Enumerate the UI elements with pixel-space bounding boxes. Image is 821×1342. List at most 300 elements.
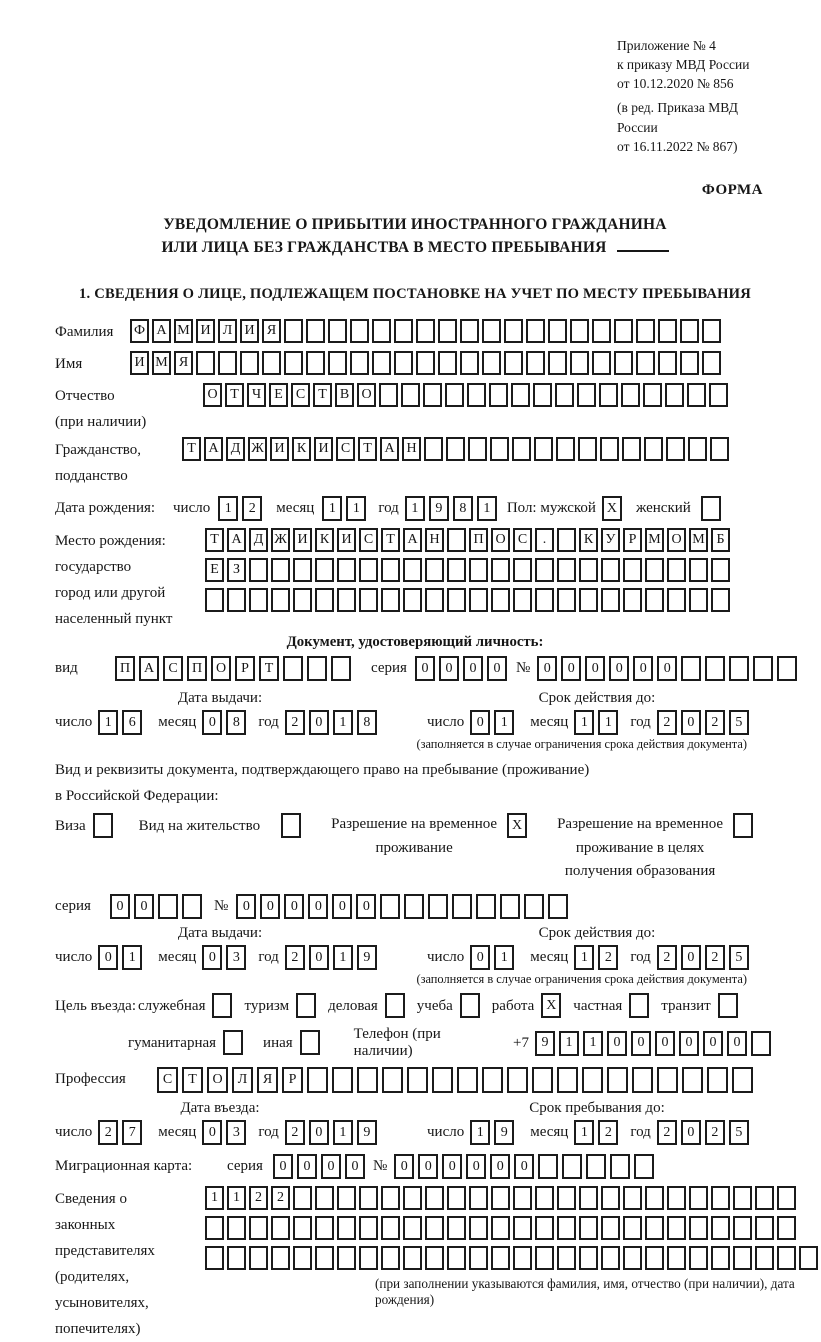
form-cell[interactable]: 0 xyxy=(273,1154,293,1179)
form-cell[interactable]: Т xyxy=(225,383,244,407)
form-cell[interactable] xyxy=(359,1246,378,1270)
form-cell[interactable]: Ф xyxy=(130,319,149,343)
form-cell[interactable] xyxy=(491,1216,510,1240)
form-cell[interactable]: 0 xyxy=(236,894,256,919)
form-cell[interactable]: 2 xyxy=(657,1120,677,1145)
form-cell[interactable] xyxy=(249,588,268,612)
form-cell[interactable] xyxy=(271,1216,290,1240)
form-cell[interactable] xyxy=(535,558,554,582)
form-cell[interactable] xyxy=(623,1186,642,1210)
form-cell[interactable] xyxy=(446,437,465,461)
form-cell[interactable]: 0 xyxy=(537,656,557,681)
form-cell[interactable] xyxy=(629,993,649,1018)
form-cell[interactable] xyxy=(732,1067,753,1093)
form-cell[interactable] xyxy=(689,1246,708,1270)
form-cell[interactable]: Т xyxy=(259,656,279,681)
form-cell[interactable]: 9 xyxy=(535,1031,555,1056)
form-cell[interactable]: И xyxy=(293,528,312,552)
form-cell[interactable] xyxy=(227,1246,246,1270)
form-cell[interactable] xyxy=(632,1067,653,1093)
form-cell[interactable]: 0 xyxy=(609,656,629,681)
form-cell[interactable]: 0 xyxy=(309,710,329,735)
form-cell[interactable] xyxy=(555,383,574,407)
form-cell[interactable]: Р xyxy=(235,656,255,681)
form-cell[interactable] xyxy=(394,351,413,375)
form-cell[interactable]: Е xyxy=(205,558,224,582)
form-cell[interactable] xyxy=(331,656,351,681)
form-cell[interactable]: 9 xyxy=(429,496,449,521)
form-cell[interactable]: 9 xyxy=(494,1120,514,1145)
form-cell[interactable] xyxy=(447,558,466,582)
form-cell[interactable]: С xyxy=(359,528,378,552)
form-cell[interactable] xyxy=(711,1246,730,1270)
form-cell[interactable] xyxy=(645,1246,664,1270)
form-cell[interactable]: О xyxy=(211,656,231,681)
form-cell[interactable]: С xyxy=(157,1067,178,1093)
form-cell[interactable] xyxy=(601,1216,620,1240)
form-cell[interactable]: 0 xyxy=(394,1154,414,1179)
form-cell[interactable]: С xyxy=(513,528,532,552)
form-cell[interactable] xyxy=(535,588,554,612)
form-cell[interactable]: 9 xyxy=(357,945,377,970)
form-cell[interactable]: О xyxy=(357,383,376,407)
form-cell[interactable]: 1 xyxy=(574,710,594,735)
form-cell[interactable] xyxy=(491,1246,510,1270)
form-cell[interactable] xyxy=(212,993,232,1018)
form-cell[interactable] xyxy=(359,1186,378,1210)
form-cell[interactable] xyxy=(337,588,356,612)
form-cell[interactable] xyxy=(711,1216,730,1240)
form-cell[interactable]: 2 xyxy=(705,945,725,970)
form-cell[interactable]: И xyxy=(270,437,289,461)
form-cell[interactable] xyxy=(223,1030,243,1055)
form-cell[interactable] xyxy=(249,1246,268,1270)
form-cell[interactable] xyxy=(293,558,312,582)
form-cell[interactable] xyxy=(403,1246,422,1270)
form-cell[interactable] xyxy=(614,319,633,343)
form-cell[interactable]: Д xyxy=(249,528,268,552)
form-cell[interactable]: Р xyxy=(623,528,642,552)
form-cell[interactable] xyxy=(403,1186,422,1210)
form-cell[interactable]: 1 xyxy=(205,1186,224,1210)
form-cell[interactable] xyxy=(601,558,620,582)
form-cell[interactable]: П xyxy=(187,656,207,681)
form-cell[interactable] xyxy=(557,1216,576,1240)
form-cell[interactable] xyxy=(570,319,589,343)
form-cell[interactable] xyxy=(579,1186,598,1210)
form-cell[interactable]: 0 xyxy=(110,894,130,919)
form-cell[interactable] xyxy=(524,894,544,919)
form-cell[interactable]: 0 xyxy=(308,894,328,919)
form-cell[interactable] xyxy=(733,1246,752,1270)
form-cell[interactable] xyxy=(579,588,598,612)
form-cell[interactable] xyxy=(482,1067,503,1093)
form-cell[interactable] xyxy=(534,437,553,461)
form-cell[interactable] xyxy=(614,351,633,375)
form-cell[interactable] xyxy=(636,319,655,343)
form-cell[interactable]: 0 xyxy=(284,894,304,919)
form-cell[interactable]: 5 xyxy=(729,945,749,970)
form-cell[interactable] xyxy=(380,894,400,919)
form-cell[interactable]: А xyxy=(152,319,171,343)
form-cell[interactable]: 0 xyxy=(561,656,581,681)
form-cell[interactable] xyxy=(666,437,685,461)
form-cell[interactable]: Д xyxy=(226,437,245,461)
form-cell[interactable]: И xyxy=(196,319,215,343)
form-cell[interactable]: 0 xyxy=(297,1154,317,1179)
form-cell[interactable] xyxy=(607,1067,628,1093)
form-cell[interactable] xyxy=(379,383,398,407)
form-cell[interactable]: 3 xyxy=(226,1120,246,1145)
form-cell[interactable] xyxy=(447,528,466,552)
form-cell[interactable] xyxy=(582,1067,603,1093)
form-cell[interactable] xyxy=(307,1067,328,1093)
form-cell[interactable]: 0 xyxy=(681,710,701,735)
form-cell[interactable] xyxy=(557,1186,576,1210)
form-cell[interactable]: Т xyxy=(358,437,377,461)
form-cell[interactable] xyxy=(709,383,728,407)
form-cell[interactable]: 1 xyxy=(227,1186,246,1210)
form-cell[interactable] xyxy=(271,588,290,612)
form-cell[interactable]: 0 xyxy=(260,894,280,919)
form-cell[interactable] xyxy=(680,351,699,375)
form-cell[interactable]: А xyxy=(403,528,422,552)
form-cell[interactable]: 0 xyxy=(470,945,490,970)
form-cell[interactable] xyxy=(601,1186,620,1210)
form-cell[interactable] xyxy=(623,558,642,582)
form-cell[interactable] xyxy=(381,1216,400,1240)
form-cell[interactable]: И xyxy=(314,437,333,461)
form-cell[interactable] xyxy=(751,1031,771,1056)
form-cell[interactable] xyxy=(689,1186,708,1210)
form-cell[interactable] xyxy=(600,437,619,461)
form-cell[interactable] xyxy=(328,319,347,343)
form-cell[interactable] xyxy=(425,1246,444,1270)
form-cell[interactable]: 0 xyxy=(309,1120,329,1145)
form-cell[interactable] xyxy=(249,558,268,582)
form-cell[interactable] xyxy=(407,1067,428,1093)
form-cell[interactable]: С xyxy=(336,437,355,461)
form-cell[interactable] xyxy=(586,1154,606,1179)
form-cell[interactable]: 2 xyxy=(705,1120,725,1145)
form-cell[interactable] xyxy=(467,383,486,407)
form-cell[interactable]: К xyxy=(579,528,598,552)
form-cell[interactable] xyxy=(578,437,597,461)
form-cell[interactable]: Н xyxy=(402,437,421,461)
form-cell[interactable] xyxy=(350,319,369,343)
form-cell[interactable] xyxy=(504,351,523,375)
form-cell[interactable]: 1 xyxy=(122,945,142,970)
form-cell[interactable] xyxy=(579,1246,598,1270)
form-cell[interactable] xyxy=(476,894,496,919)
form-cell[interactable] xyxy=(372,319,391,343)
form-cell[interactable] xyxy=(755,1246,774,1270)
form-cell[interactable] xyxy=(707,1067,728,1093)
form-cell[interactable] xyxy=(423,383,442,407)
form-cell[interactable] xyxy=(337,1246,356,1270)
form-cell[interactable] xyxy=(460,351,479,375)
form-cell[interactable] xyxy=(293,1186,312,1210)
form-cell[interactable] xyxy=(300,1030,320,1055)
form-cell[interactable]: М xyxy=(689,528,708,552)
form-cell[interactable]: Я xyxy=(257,1067,278,1093)
form-cell[interactable] xyxy=(381,558,400,582)
form-cell[interactable]: К xyxy=(292,437,311,461)
form-cell[interactable] xyxy=(403,558,422,582)
form-cell[interactable]: 1 xyxy=(494,710,514,735)
form-cell[interactable]: 2 xyxy=(598,1120,618,1145)
form-cell[interactable] xyxy=(535,1216,554,1240)
form-cell[interactable]: Б xyxy=(711,528,730,552)
form-cell[interactable] xyxy=(445,383,464,407)
form-cell[interactable] xyxy=(645,1216,664,1240)
form-cell[interactable]: 8 xyxy=(226,710,246,735)
form-cell[interactable] xyxy=(548,319,567,343)
form-cell[interactable] xyxy=(512,437,531,461)
form-cell[interactable]: О xyxy=(491,528,510,552)
form-cell[interactable] xyxy=(281,813,301,838)
form-cell[interactable]: 8 xyxy=(453,496,473,521)
form-cell[interactable]: М xyxy=(152,351,171,375)
form-cell[interactable]: 0 xyxy=(514,1154,534,1179)
form-cell[interactable] xyxy=(733,1186,752,1210)
form-cell[interactable]: 0 xyxy=(415,656,435,681)
form-cell[interactable] xyxy=(702,351,721,375)
form-cell[interactable]: 0 xyxy=(633,656,653,681)
form-cell[interactable] xyxy=(689,558,708,582)
form-cell[interactable] xyxy=(404,894,424,919)
form-cell[interactable] xyxy=(702,319,721,343)
form-cell[interactable] xyxy=(337,1216,356,1240)
form-cell[interactable] xyxy=(438,351,457,375)
form-cell[interactable]: Я xyxy=(262,319,281,343)
form-cell[interactable] xyxy=(249,1216,268,1240)
form-cell[interactable]: 1 xyxy=(574,945,594,970)
form-cell[interactable] xyxy=(293,1216,312,1240)
form-cell[interactable] xyxy=(667,558,686,582)
form-cell[interactable] xyxy=(468,437,487,461)
form-cell[interactable]: Н xyxy=(425,528,444,552)
form-cell[interactable] xyxy=(667,1186,686,1210)
form-cell[interactable]: 5 xyxy=(729,710,749,735)
form-cell[interactable] xyxy=(359,588,378,612)
form-cell[interactable]: А xyxy=(139,656,159,681)
form-cell[interactable] xyxy=(538,1154,558,1179)
form-cell[interactable]: 2 xyxy=(249,1186,268,1210)
form-cell[interactable] xyxy=(557,1246,576,1270)
form-cell[interactable]: 0 xyxy=(356,894,376,919)
form-cell[interactable]: С xyxy=(291,383,310,407)
form-cell[interactable]: 1 xyxy=(494,945,514,970)
form-cell[interactable] xyxy=(432,1067,453,1093)
form-cell[interactable] xyxy=(359,558,378,582)
form-cell[interactable] xyxy=(777,1216,796,1240)
form-cell[interactable]: Т xyxy=(381,528,400,552)
form-cell[interactable] xyxy=(601,1246,620,1270)
form-cell[interactable] xyxy=(284,351,303,375)
form-cell[interactable]: Т xyxy=(182,437,201,461)
form-cell[interactable]: О xyxy=(207,1067,228,1093)
form-cell[interactable]: 0 xyxy=(202,710,222,735)
form-cell[interactable] xyxy=(271,558,290,582)
form-cell[interactable] xyxy=(729,656,749,681)
form-cell[interactable]: 0 xyxy=(439,656,459,681)
form-cell[interactable]: 7 xyxy=(122,1120,142,1145)
form-cell[interactable]: 0 xyxy=(607,1031,627,1056)
form-cell[interactable] xyxy=(93,813,113,838)
form-cell[interactable]: Р xyxy=(282,1067,303,1093)
form-cell[interactable] xyxy=(579,1216,598,1240)
form-cell[interactable]: В xyxy=(335,383,354,407)
form-cell[interactable]: 5 xyxy=(729,1120,749,1145)
form-cell[interactable] xyxy=(680,319,699,343)
form-cell[interactable] xyxy=(688,437,707,461)
form-cell[interactable]: 0 xyxy=(490,1154,510,1179)
form-cell[interactable] xyxy=(557,558,576,582)
form-cell[interactable] xyxy=(689,588,708,612)
form-cell[interactable]: X xyxy=(541,993,561,1018)
form-cell[interactable]: 0 xyxy=(418,1154,438,1179)
form-cell[interactable] xyxy=(469,588,488,612)
form-cell[interactable]: 9 xyxy=(357,1120,377,1145)
form-cell[interactable] xyxy=(447,1186,466,1210)
form-cell[interactable] xyxy=(428,894,448,919)
form-cell[interactable] xyxy=(689,1216,708,1240)
form-cell[interactable]: 1 xyxy=(470,1120,490,1145)
form-cell[interactable]: А xyxy=(227,528,246,552)
form-cell[interactable] xyxy=(548,894,568,919)
form-cell[interactable] xyxy=(658,351,677,375)
form-cell[interactable] xyxy=(592,351,611,375)
form-cell[interactable] xyxy=(218,351,237,375)
form-cell[interactable]: С xyxy=(163,656,183,681)
form-cell[interactable] xyxy=(557,588,576,612)
form-cell[interactable]: Л xyxy=(218,319,237,343)
form-cell[interactable]: 2 xyxy=(705,710,725,735)
form-cell[interactable] xyxy=(592,319,611,343)
form-cell[interactable]: И xyxy=(130,351,149,375)
form-cell[interactable] xyxy=(504,319,523,343)
form-cell[interactable] xyxy=(271,1246,290,1270)
form-cell[interactable]: 0 xyxy=(703,1031,723,1056)
form-cell[interactable]: О xyxy=(667,528,686,552)
form-cell[interactable] xyxy=(438,319,457,343)
form-cell[interactable] xyxy=(381,1186,400,1210)
form-cell[interactable] xyxy=(681,656,701,681)
form-cell[interactable] xyxy=(296,993,316,1018)
form-cell[interactable]: 1 xyxy=(559,1031,579,1056)
form-cell[interactable] xyxy=(182,894,202,919)
form-cell[interactable] xyxy=(577,383,596,407)
form-cell[interactable]: 2 xyxy=(657,945,677,970)
form-cell[interactable]: М xyxy=(174,319,193,343)
form-cell[interactable] xyxy=(777,656,797,681)
form-cell[interactable]: Т xyxy=(313,383,332,407)
form-cell[interactable] xyxy=(227,1216,246,1240)
form-cell[interactable]: 0 xyxy=(681,1120,701,1145)
form-cell[interactable]: П xyxy=(469,528,488,552)
form-cell[interactable] xyxy=(240,351,259,375)
form-cell[interactable] xyxy=(711,558,730,582)
form-cell[interactable] xyxy=(535,1246,554,1270)
form-cell[interactable]: 1 xyxy=(333,710,353,735)
form-cell[interactable] xyxy=(460,319,479,343)
form-cell[interactable] xyxy=(599,383,618,407)
form-cell[interactable]: 0 xyxy=(134,894,154,919)
form-cell[interactable]: 0 xyxy=(332,894,352,919)
form-cell[interactable]: 0 xyxy=(463,656,483,681)
form-cell[interactable] xyxy=(158,894,178,919)
form-cell[interactable] xyxy=(532,1067,553,1093)
form-cell[interactable] xyxy=(401,383,420,407)
form-cell[interactable]: 1 xyxy=(322,496,342,521)
form-cell[interactable]: 2 xyxy=(285,1120,305,1145)
form-cell[interactable] xyxy=(315,1216,334,1240)
form-cell[interactable]: Т xyxy=(182,1067,203,1093)
form-cell[interactable] xyxy=(658,319,677,343)
form-cell[interactable]: Л xyxy=(232,1067,253,1093)
form-cell[interactable] xyxy=(548,351,567,375)
form-cell[interactable]: А xyxy=(204,437,223,461)
form-cell[interactable] xyxy=(645,1186,664,1210)
form-cell[interactable]: 0 xyxy=(202,945,222,970)
form-cell[interactable] xyxy=(460,993,480,1018)
form-cell[interactable]: 1 xyxy=(598,710,618,735)
form-cell[interactable] xyxy=(644,437,663,461)
form-cell[interactable] xyxy=(562,1154,582,1179)
form-cell[interactable] xyxy=(469,1216,488,1240)
form-cell[interactable]: 0 xyxy=(655,1031,675,1056)
form-cell[interactable] xyxy=(425,558,444,582)
form-cell[interactable] xyxy=(667,588,686,612)
form-cell[interactable] xyxy=(416,351,435,375)
form-cell[interactable] xyxy=(733,813,753,838)
form-cell[interactable] xyxy=(535,1186,554,1210)
form-cell[interactable]: 2 xyxy=(285,945,305,970)
form-cell[interactable]: 0 xyxy=(98,945,118,970)
form-cell[interactable] xyxy=(711,588,730,612)
form-cell[interactable] xyxy=(315,1246,334,1270)
form-cell[interactable] xyxy=(667,1246,686,1270)
form-cell[interactable] xyxy=(381,588,400,612)
form-cell[interactable] xyxy=(718,993,738,1018)
form-cell[interactable]: Е xyxy=(269,383,288,407)
form-cell[interactable]: О xyxy=(203,383,222,407)
form-cell[interactable] xyxy=(556,437,575,461)
form-cell[interactable] xyxy=(491,558,510,582)
form-cell[interactable] xyxy=(381,1246,400,1270)
form-cell[interactable] xyxy=(621,383,640,407)
form-cell[interactable]: 0 xyxy=(470,710,490,735)
form-cell[interactable] xyxy=(701,496,721,521)
form-cell[interactable] xyxy=(306,351,325,375)
form-cell[interactable]: 0 xyxy=(657,656,677,681)
form-cell[interactable] xyxy=(645,588,664,612)
form-cell[interactable] xyxy=(293,588,312,612)
form-cell[interactable] xyxy=(482,351,501,375)
form-cell[interactable]: 0 xyxy=(487,656,507,681)
form-cell[interactable]: . xyxy=(535,528,554,552)
form-cell[interactable] xyxy=(513,588,532,612)
form-cell[interactable] xyxy=(511,383,530,407)
form-cell[interactable] xyxy=(491,588,510,612)
form-cell[interactable] xyxy=(643,383,662,407)
form-cell[interactable]: 0 xyxy=(309,945,329,970)
form-cell[interactable] xyxy=(710,437,729,461)
form-cell[interactable]: 6 xyxy=(122,710,142,735)
form-cell[interactable] xyxy=(526,319,545,343)
form-cell[interactable] xyxy=(416,319,435,343)
